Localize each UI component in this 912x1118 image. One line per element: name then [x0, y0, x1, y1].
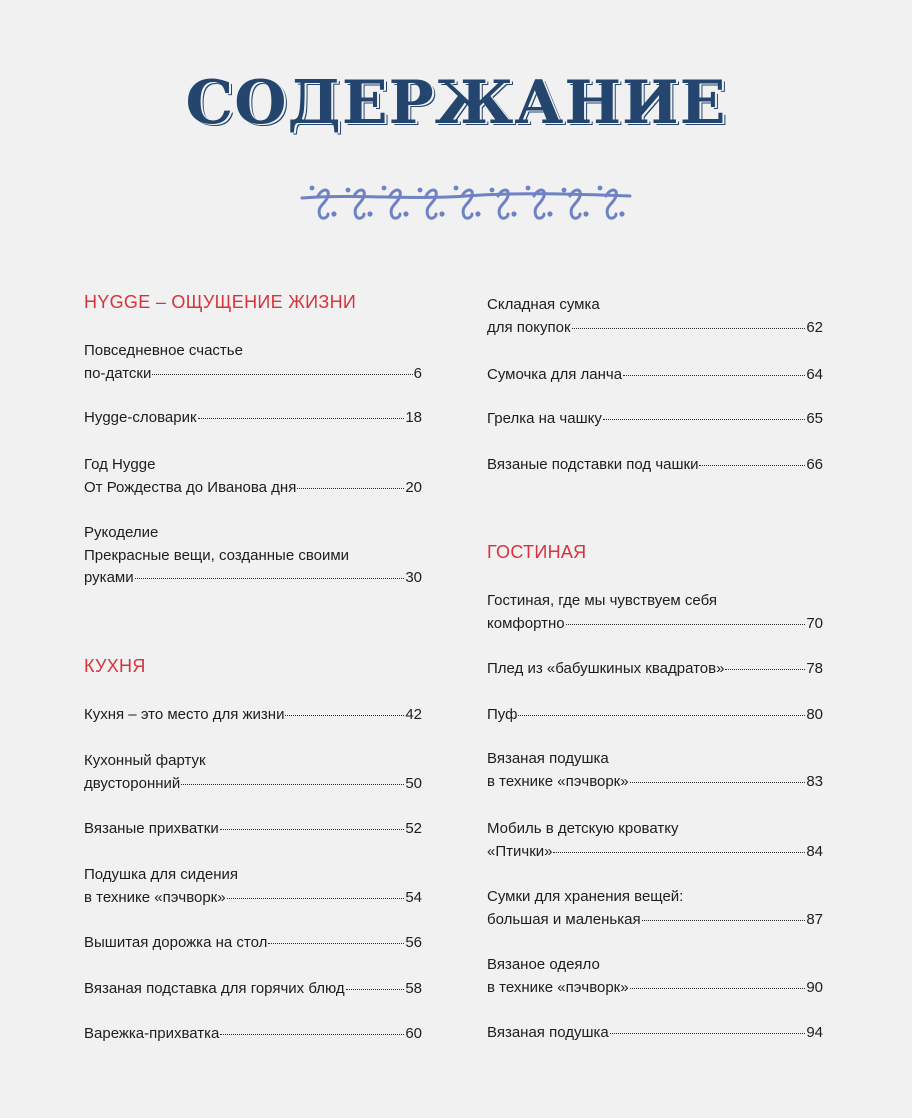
toc-entry[interactable]	[84, 522, 422, 590]
toc-entry[interactable]	[487, 1022, 823, 1045]
page-number: 70	[806, 614, 823, 632]
dot-leader	[553, 852, 805, 853]
vine-loop	[354, 190, 364, 218]
toc-entry-title-line: в технике «пэчворк»	[84, 888, 226, 906]
toc-entry-title-line: Вязаные подставки под чашки	[487, 456, 699, 473]
toc-entry[interactable]	[487, 590, 823, 635]
toc-entry[interactable]	[487, 748, 823, 793]
page-number: 54	[405, 888, 422, 906]
dot-leader	[268, 943, 404, 944]
vine-dot	[475, 211, 480, 216]
toc-entry-title-line: Hygge-словарик	[84, 409, 197, 426]
toc-entry-title-line: Грелка на чашку	[487, 410, 602, 427]
toc-entry-title-line: Рукоделие	[84, 524, 159, 541]
page-number: 42	[405, 706, 422, 723]
vine-dot	[418, 188, 423, 193]
vine-loop	[318, 190, 328, 218]
toc-entry-title-line: Кухня – это место для жизни	[84, 706, 285, 723]
page-number: 20	[405, 478, 422, 496]
toc-entry-title-line: Гостиная, где мы чувствуем себя	[487, 592, 717, 609]
vine-dot	[562, 188, 567, 193]
vine-dot	[367, 211, 372, 216]
toc-entry-title-line: Прекрасные вещи, созданные своими	[84, 546, 350, 564]
vine-dot	[547, 211, 552, 216]
page-number: 87	[806, 910, 823, 928]
dot-leader	[198, 418, 405, 419]
toc-entry[interactable]	[84, 750, 422, 795]
page-number: 6	[413, 364, 422, 382]
page-number: 18	[405, 409, 422, 426]
toc-entry-title-line: двусторонний	[84, 774, 181, 792]
toc-entry[interactable]	[84, 932, 422, 955]
toc-entry[interactable]	[487, 658, 823, 681]
dot-leader	[297, 488, 404, 489]
toc-entry[interactable]	[487, 954, 823, 999]
page-number: 50	[405, 774, 422, 792]
dot-leader	[220, 1034, 404, 1035]
toc-entry-title-line: Плед из «бабушкиных квадратов»	[487, 660, 725, 677]
dot-leader	[135, 578, 405, 579]
toc-entry-title-line: От Рождества до Иванова дня	[84, 478, 297, 496]
page-number: 52	[405, 820, 422, 837]
vine-dot	[526, 186, 531, 191]
toc-entry-title-line: Кухонный фартук	[84, 752, 206, 769]
toc-entry-title-line: Складная сумка	[487, 296, 600, 313]
section-heading: ГОСТИНАЯ	[487, 542, 587, 562]
toc-entry[interactable]	[84, 704, 422, 727]
toc-entry-title-line: Вязаная подставка для горячих блюд	[84, 980, 345, 997]
dot-leader	[630, 988, 806, 989]
toc-entry[interactable]	[84, 407, 422, 430]
toc-entry[interactable]	[487, 704, 823, 727]
toc-entry[interactable]	[84, 864, 422, 909]
dot-leader	[699, 465, 805, 466]
toc-entry-title-line: руками	[84, 569, 134, 586]
toc-entry-title-line: Варежка-прихватка	[84, 1025, 220, 1042]
dot-leader	[623, 375, 805, 376]
toc-entry-title-line: Вязаные прихватки	[84, 820, 219, 837]
dot-leader	[518, 715, 805, 716]
vine-dot	[619, 211, 624, 216]
toc-entry-title-line: в технике «пэчворк»	[487, 772, 629, 790]
page-number: 30	[405, 569, 422, 586]
vine-dot	[490, 188, 495, 193]
toc-entry[interactable]	[84, 978, 422, 1001]
page-number: 65	[806, 410, 823, 427]
dot-leader	[181, 784, 404, 785]
toc-entry-title-line: Сумки для хранения вещей:	[487, 888, 684, 905]
page-number: 66	[806, 456, 823, 473]
page-number: 84	[806, 842, 823, 860]
vine-dot	[439, 211, 444, 216]
toc-entry[interactable]	[487, 454, 823, 477]
section-heading: HYGGE – ОЩУЩЕНИЕ ЖИЗНИ	[84, 292, 357, 312]
toc-entry[interactable]	[84, 340, 422, 385]
toc-entry[interactable]	[487, 294, 823, 339]
dot-leader	[346, 989, 405, 990]
toc-entry[interactable]	[84, 454, 422, 499]
dot-leader	[220, 829, 405, 830]
toc-entry-title-line: Вязаное одеяло	[487, 956, 600, 973]
dot-leader	[630, 782, 806, 783]
vine-dot	[583, 211, 588, 216]
page-number: 94	[806, 1024, 823, 1041]
vine-dot	[454, 186, 459, 191]
page-number: 90	[806, 978, 823, 996]
toc-entry-title-line: Вязаная подушка	[487, 1024, 609, 1041]
vine-dot	[598, 186, 603, 191]
toc-entry[interactable]	[84, 1023, 422, 1046]
dot-leader	[227, 898, 405, 899]
page-number: 58	[405, 980, 422, 997]
toc-entry-title-line: Вязаная подушка	[487, 750, 609, 767]
toc-entry-title-line: Вышитая дорожка на стол	[84, 934, 268, 951]
toc-entry[interactable]	[487, 818, 823, 863]
section-heading: КУХНЯ	[84, 656, 146, 676]
dot-leader	[642, 920, 806, 921]
dot-leader	[725, 669, 805, 670]
dot-leader	[566, 624, 806, 625]
toc-entry[interactable]	[84, 818, 422, 841]
toc-entry-title-line: Пуф	[487, 706, 518, 723]
toc-entry-title-line: Сумочка для ланча	[487, 366, 623, 383]
dot-leader	[603, 419, 805, 420]
page-number: 62	[806, 318, 823, 336]
vine-dot	[382, 186, 387, 191]
page-number: 83	[806, 772, 823, 790]
vine-dot	[511, 211, 516, 216]
toc-entry-title-line: Год Hygge	[84, 456, 156, 473]
toc-entry-title-line: в технике «пэчворк»	[487, 978, 629, 996]
page-number: 80	[806, 706, 823, 723]
vine-loop	[426, 190, 436, 218]
page-number: 56	[405, 934, 422, 951]
page-title: СОДЕРЖАНИЕ	[185, 68, 727, 138]
page-number: 78	[806, 660, 823, 677]
page-number: 60	[405, 1025, 422, 1042]
toc-entry-title-line: Подушка для сидения	[84, 866, 239, 883]
dot-leader	[285, 715, 404, 716]
toc-entry-title-line: Повседневное счастье	[84, 342, 243, 359]
toc-entry[interactable]	[487, 364, 823, 387]
vine-flourish-icon	[296, 176, 636, 224]
vine-dot	[310, 186, 315, 191]
toc-entry-title-line: Мобиль в детскую кроватку	[487, 820, 679, 837]
dot-leader	[610, 1033, 806, 1034]
toc-entry-title-line: «Птички»	[487, 842, 553, 860]
page-number: 64	[806, 366, 823, 383]
toc-entry[interactable]	[487, 886, 823, 931]
vine-dot	[346, 188, 351, 193]
vine-loop	[390, 190, 400, 218]
toc-entry-title-line: для покупок	[487, 318, 571, 336]
toc-entry-title-line: по-датски	[84, 364, 152, 382]
toc-entry-title-line: большая и маленькая	[487, 910, 641, 928]
dot-leader	[572, 328, 806, 329]
toc-entry-title-line: комфортно	[487, 614, 565, 632]
vine-dot	[331, 211, 336, 216]
dot-leader	[152, 374, 412, 375]
vine-dot	[403, 211, 408, 216]
toc-entry[interactable]	[487, 408, 823, 431]
